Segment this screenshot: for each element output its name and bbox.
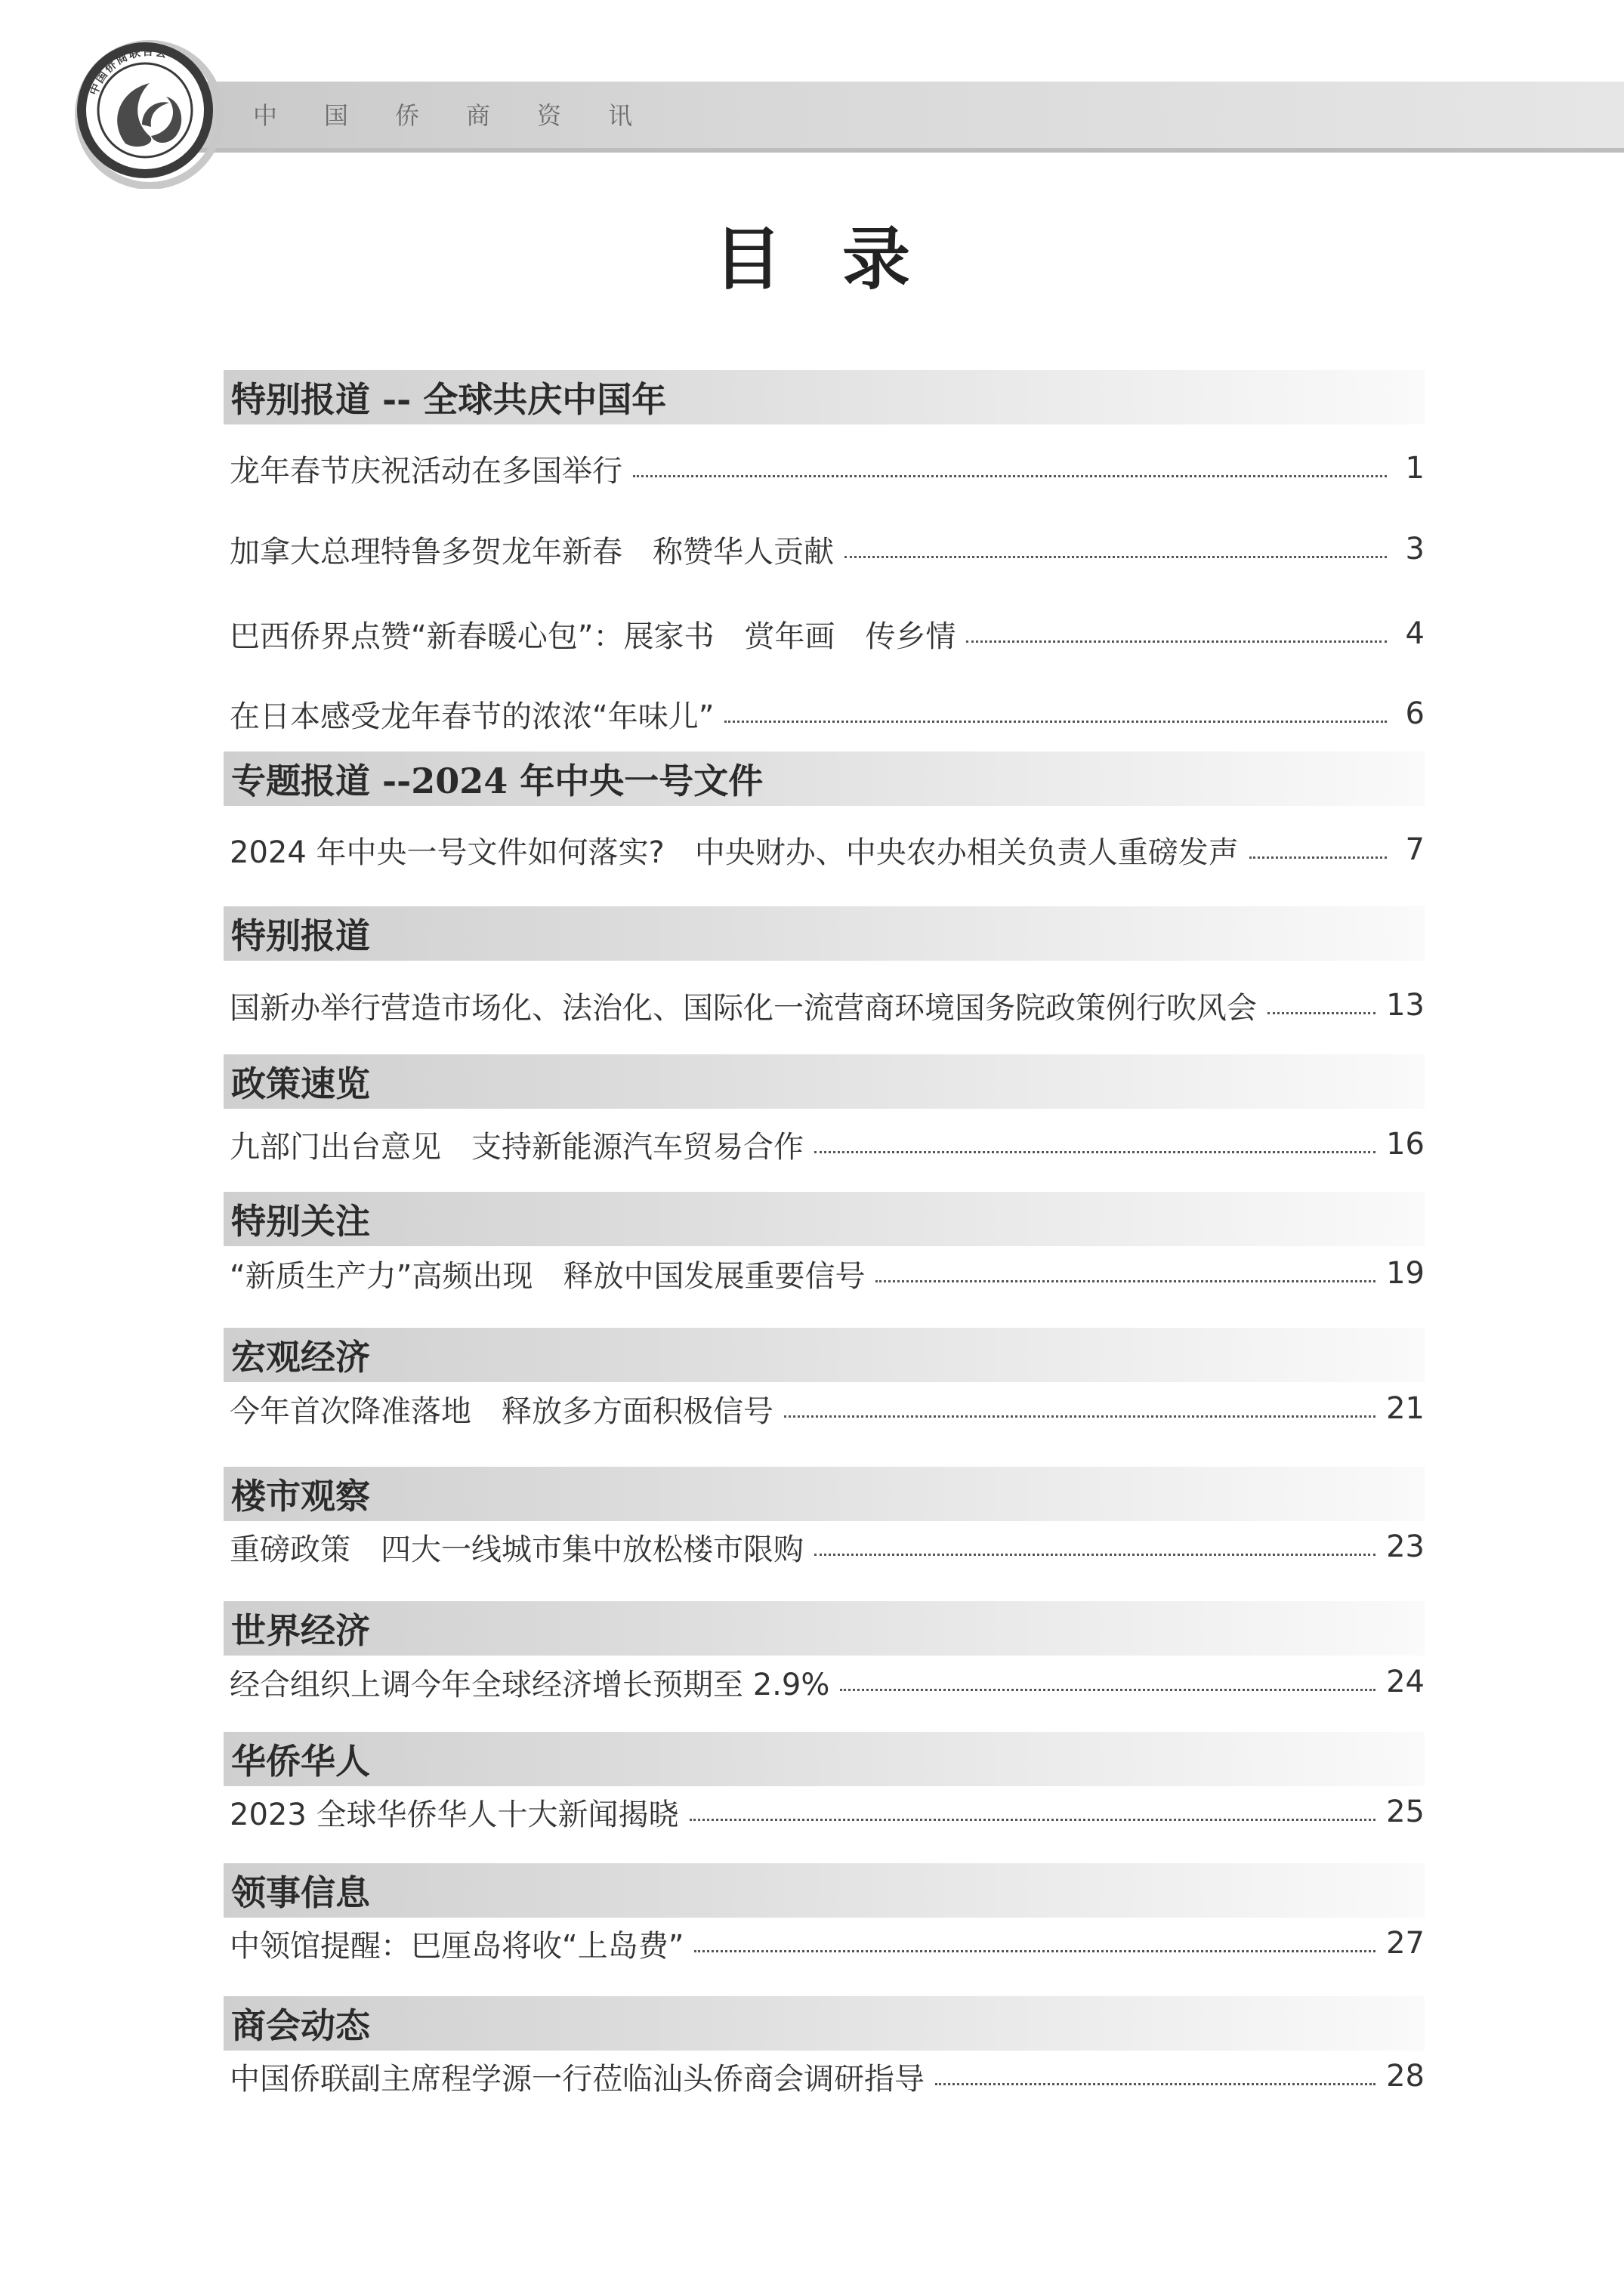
toc-dot-leader xyxy=(784,1415,1375,1418)
section-heading: 政策速览 xyxy=(224,1054,1425,1109)
section-heading: 领事信息 xyxy=(224,1863,1425,1918)
toc-entry[interactable] xyxy=(224,1110,1425,1178)
toc-dot-leader xyxy=(844,556,1387,558)
section-heading: 特别报道 xyxy=(224,906,1425,961)
toc-page-number: 24 xyxy=(1386,1665,1425,1699)
toc-page-number: 7 xyxy=(1405,832,1425,867)
toc-dot-leader xyxy=(935,2083,1375,2085)
toc-entry[interactable] xyxy=(224,816,1425,884)
toc-page-number: 4 xyxy=(1405,616,1425,651)
section-heading: 专题报道 --2024 年中央一号文件 xyxy=(224,751,1425,806)
toc-entry[interactable] xyxy=(224,971,1425,1039)
toc-page-number: 6 xyxy=(1405,696,1425,731)
toc-page-number: 27 xyxy=(1386,1926,1425,1961)
toc-page-number: 1 xyxy=(1405,451,1425,486)
toc-dot-leader xyxy=(724,721,1387,723)
toc-entry[interactable] xyxy=(224,600,1425,668)
toc-entry-title: 重磅政策 四大一线城市集中放松楼市限购 xyxy=(230,1532,804,1567)
toc-page-number: 16 xyxy=(1386,1127,1425,1162)
toc-entry-title: 加拿大总理特鲁多贺龙年新春 称赞华人贡献 xyxy=(230,534,834,569)
toc-entry-title: 2023 全球华侨华人十大新闻揭晓 xyxy=(230,1797,679,1832)
toc-dot-leader xyxy=(840,1689,1375,1691)
section-heading: 华侨华人 xyxy=(224,1732,1425,1786)
section-heading: 特别关注 xyxy=(224,1192,1425,1246)
toc-page-number: 25 xyxy=(1386,1795,1425,1829)
toc-entry-title: 巴西侨界点赞“新春暖心包”：展家书 赏年画 传乡情 xyxy=(230,619,956,654)
toc-entry-title: 九部门出台意见 支持新能源汽车贸易合作 xyxy=(230,1129,804,1165)
toc-dot-leader xyxy=(694,1950,1375,1952)
toc-dot-leader xyxy=(966,640,1387,643)
toc-entry-title: 在日本感受龙年春节的浓浓“年味儿” xyxy=(230,699,715,734)
section-heading: 楼市观察 xyxy=(224,1467,1425,1521)
toc-entry[interactable] xyxy=(224,1239,1425,1307)
toc-dot-leader xyxy=(875,1280,1375,1282)
page-title: 目录 xyxy=(714,220,971,299)
toc-page-number: 28 xyxy=(1386,2059,1425,2094)
toc-entry[interactable] xyxy=(224,1909,1425,1977)
toc-entry-title: 国新办举行营造市场化、法治化、国际化一流营商环境国务院政策例行吹风会 xyxy=(230,990,1257,1026)
header-title: 中国侨商资讯 xyxy=(253,101,680,130)
toc-page-number: 3 xyxy=(1405,532,1425,566)
toc-page-number: 21 xyxy=(1386,1391,1425,1426)
section-heading: 特别报道 -- 全球共庆中国年 xyxy=(224,370,1425,424)
toc-dot-leader xyxy=(1249,856,1387,859)
section-heading: 宏观经济 xyxy=(224,1328,1425,1382)
toc-entry-title: “新质生产力”高频出现 释放中国发展重要信号 xyxy=(230,1258,866,1294)
toc-page-number: 19 xyxy=(1386,1256,1425,1291)
toc-entry[interactable] xyxy=(224,1513,1425,1581)
toc-entry-title: 中领馆提醒：巴厘岛将收“上岛费” xyxy=(230,1928,684,1964)
toc-page-number: 13 xyxy=(1386,988,1425,1023)
logo-arc-text: 中国侨商联合会 xyxy=(86,44,170,97)
toc-entry-title: 2024 年中央一号文件如何落实? 中央财办、中央农办相关负责人重磅发声 xyxy=(230,835,1239,870)
toc-entry-title: 经合组织上调今年全球经济增长预期至 2.9% xyxy=(230,1667,830,1702)
toc-entry[interactable] xyxy=(224,434,1425,502)
toc-dot-leader xyxy=(633,475,1387,477)
toc-entry[interactable] xyxy=(224,1648,1425,1716)
toc-entry[interactable] xyxy=(224,515,1425,583)
toc-dot-leader xyxy=(814,1554,1375,1556)
toc-entry-title: 龙年春节庆祝活动在多国举行 xyxy=(230,453,622,489)
toc-entry[interactable] xyxy=(224,2042,1425,2110)
header-band-line xyxy=(189,148,1624,153)
section-heading: 商会动态 xyxy=(224,1996,1425,2051)
toc-dot-leader xyxy=(1267,1012,1375,1014)
logo-seal-icon xyxy=(66,30,233,189)
toc-dot-leader xyxy=(814,1151,1375,1153)
toc-entry-title: 中国侨联副主席程学源一行莅临汕头侨商会调研指导 xyxy=(230,2061,925,2097)
toc-entry[interactable] xyxy=(224,1778,1425,1846)
toc-entry[interactable] xyxy=(224,1375,1425,1443)
toc-page-number: 23 xyxy=(1386,1529,1425,1564)
toc-entry[interactable] xyxy=(224,680,1425,748)
toc-dot-leader xyxy=(690,1819,1376,1821)
section-heading: 世界经济 xyxy=(224,1601,1425,1656)
toc-entry-title: 今年首次降准落地 释放多方面积极信号 xyxy=(230,1393,773,1429)
